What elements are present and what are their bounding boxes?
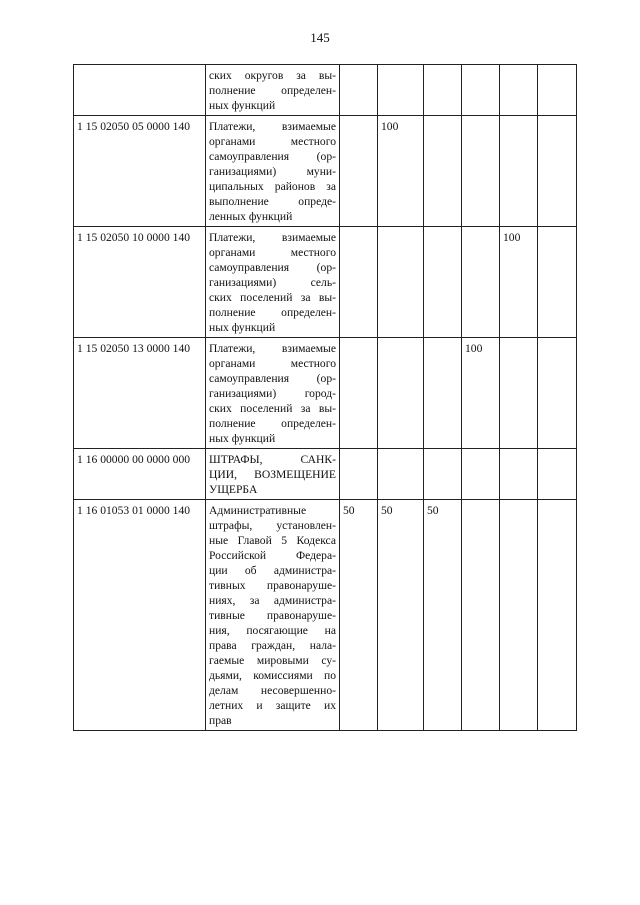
description-line: ганизациями) город- [209, 387, 336, 400]
description-line: ских округов за вы- [209, 69, 336, 82]
value-cell [424, 65, 462, 116]
description-line: ных функций [209, 321, 276, 334]
description-line: ганизациями) сель- [209, 276, 336, 289]
description-line: ленных функций [209, 210, 293, 223]
description-line: штрафы, установлен- [209, 519, 336, 532]
value-cell [462, 500, 500, 731]
description-line: самоуправления (ор- [209, 372, 336, 385]
value-cell [462, 227, 500, 338]
description-cell [206, 338, 340, 449]
value-cell [538, 65, 577, 116]
description-line: ные Главой 5 Кодекса [209, 534, 336, 547]
value-cell [340, 227, 378, 338]
value-cell [424, 116, 462, 227]
description-line: УЩЕРБА [209, 483, 258, 496]
value-cell [462, 449, 500, 500]
code-cell [74, 65, 206, 116]
value-cell: 50 [378, 500, 424, 731]
value-cell [538, 116, 577, 227]
description-line: выполнение опреде- [209, 195, 336, 208]
description-line: ниях, за администра- [209, 594, 336, 607]
description-line: ных функций [209, 432, 276, 445]
description-line: Платежи, взимаемые [209, 231, 336, 244]
value-cell [538, 449, 577, 500]
budget-table [73, 64, 577, 731]
value-cell [378, 449, 424, 500]
code-cell: 1 15 02050 10 0000 140 [74, 227, 206, 338]
table-row [74, 227, 577, 338]
description-line: ции об администра- [209, 564, 336, 577]
table-row [74, 338, 577, 449]
value-cell: 50 [340, 500, 378, 731]
description-line: делам несовершенно- [209, 684, 336, 697]
description-line: тивных правонаруше- [209, 579, 336, 592]
description-line: полнение определен- [209, 84, 336, 97]
value-cell [538, 338, 577, 449]
value-cell [500, 338, 538, 449]
value-cell [500, 116, 538, 227]
value-cell [378, 227, 424, 338]
value-cell [500, 500, 538, 731]
value-cell: 100 [378, 116, 424, 227]
value-cell [462, 116, 500, 227]
value-cell [424, 338, 462, 449]
description-line: тивные правонаруше- [209, 609, 336, 622]
description-line: гаемые мировыми су- [209, 654, 336, 667]
code-cell: 1 15 02050 13 0000 140 [74, 338, 206, 449]
page-number: 145 [310, 30, 330, 45]
table-row [74, 116, 577, 227]
value-cell [500, 449, 538, 500]
value-cell [378, 65, 424, 116]
description-cell [206, 116, 340, 227]
code-cell: 1 16 01053 01 0000 140 [74, 500, 206, 731]
description-line: ских поселений за вы- [209, 291, 336, 304]
description-cell [206, 227, 340, 338]
table-row [74, 449, 577, 500]
value-cell [538, 227, 577, 338]
value-cell [340, 338, 378, 449]
table-body [74, 65, 577, 731]
description-line: полнение определен- [209, 306, 336, 319]
value-cell [340, 116, 378, 227]
value-cell [340, 449, 378, 500]
description-line: ципальных районов за [209, 180, 336, 193]
description-line: Административные [209, 504, 307, 517]
value-cell [538, 500, 577, 731]
description-line: полнение определен- [209, 417, 336, 430]
value-cell [424, 227, 462, 338]
description-cell [206, 449, 340, 500]
description-line: дьями, комиссиями по [209, 669, 336, 682]
description-line: самоуправления (ор- [209, 261, 336, 274]
description-line: ных функций [209, 99, 276, 112]
description-line: летних и защите их [209, 699, 336, 712]
description-line: ских поселений за вы- [209, 402, 336, 415]
value-cell: 50 [424, 500, 462, 731]
description-line: самоуправления (ор- [209, 150, 336, 163]
description-line: Российской Федера- [209, 549, 336, 562]
description-line: ЦИИ, ВОЗМЕЩЕНИЕ [209, 468, 336, 481]
description-line: Платежи, взимаемые [209, 120, 336, 133]
value-cell [378, 338, 424, 449]
value-cell: 100 [462, 338, 500, 449]
table-row [74, 500, 577, 731]
code-cell: 1 15 02050 05 0000 140 [74, 116, 206, 227]
description-line: органами местного [209, 135, 336, 148]
description-line: Платежи, взимаемые [209, 342, 336, 355]
description-line: органами местного [209, 357, 336, 370]
description-line: ганизациями) муни- [209, 165, 336, 178]
description-line: права граждан, нала- [209, 639, 336, 652]
description-cell [206, 65, 340, 116]
description-line: ния, посягающие на [209, 624, 336, 637]
value-cell: 100 [500, 227, 538, 338]
code-cell: 1 16 00000 00 0000 000 [74, 449, 206, 500]
table-row [74, 65, 577, 116]
description-line: органами местного [209, 246, 336, 259]
value-cell [424, 449, 462, 500]
description-line: ШТРАФЫ, САНК- [209, 453, 336, 466]
description-line: прав [209, 714, 232, 727]
description-cell [206, 500, 340, 731]
value-cell [500, 65, 538, 116]
value-cell [340, 65, 378, 116]
value-cell [462, 65, 500, 116]
